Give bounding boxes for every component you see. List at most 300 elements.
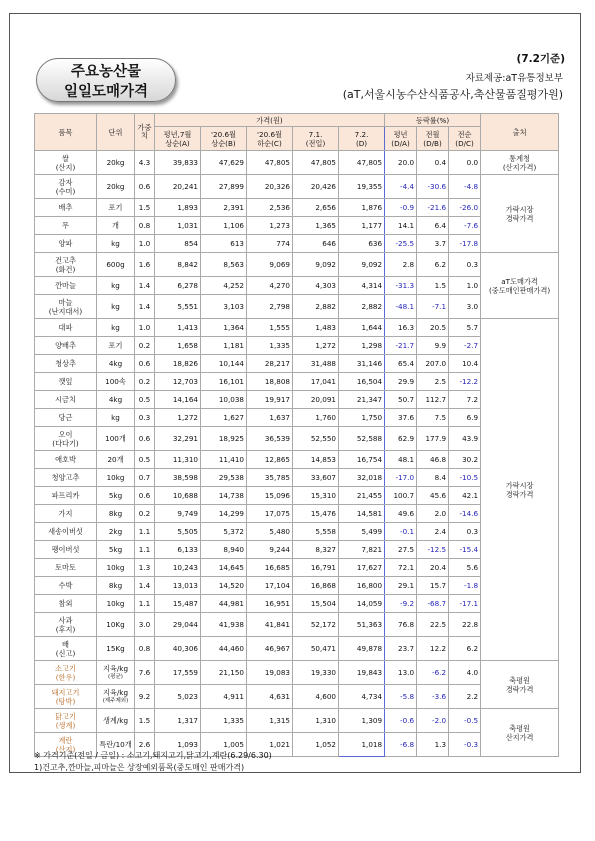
rate-a-cell: -25.5 (385, 235, 417, 253)
weight-cell: 0.6 (135, 355, 155, 373)
weight-cell: 1.0 (135, 235, 155, 253)
price-a-cell: 10,688 (155, 487, 201, 505)
price-c-cell: 18,808 (247, 373, 293, 391)
rate-b-cell: 207.0 (417, 355, 449, 373)
item-name-cell (35, 487, 97, 505)
header-unit: 단위 (97, 114, 135, 151)
price-prev-cell: 9,092 (293, 253, 339, 277)
item-name-cell (35, 709, 97, 733)
item-name-cell (35, 469, 97, 487)
price-a-cell: 29,044 (155, 613, 201, 637)
header-price-d: 7.2. (D) (339, 127, 385, 151)
price-table-body (35, 151, 559, 757)
rate-b-cell: 45.6 (417, 487, 449, 505)
unit: 특란/10개 (99, 740, 132, 749)
source-cell (481, 175, 559, 253)
unit: 개 (112, 221, 119, 230)
price-prev-cell: 52,550 (293, 427, 339, 451)
price-b-cell: 1,005 (201, 733, 247, 757)
rate-a-cell: 20.0 (385, 151, 417, 175)
unit-cell (97, 199, 135, 217)
table-row (35, 235, 559, 253)
unit-cell (97, 337, 135, 355)
rate-c-cell: 3.0 (449, 295, 481, 319)
item-name: 배 (62, 639, 69, 649)
price-c-cell: 9,069 (247, 253, 293, 277)
header-rate-b: 전월 (D/B) (417, 127, 449, 151)
item-subname: (산지) (55, 162, 76, 172)
weight-cell: 1.6 (135, 253, 155, 277)
item-name-cell (35, 337, 97, 355)
table-row (35, 451, 559, 469)
rate-a-cell: 100.7 (385, 487, 417, 505)
rate-b-cell: 6.2 (417, 253, 449, 277)
rate-c-cell: -12.2 (449, 373, 481, 391)
item-subname: (난지대서) (48, 306, 83, 316)
price-c-cell: 774 (247, 235, 293, 253)
unit-cell (97, 613, 135, 637)
price-c-cell: 9,244 (247, 541, 293, 559)
table-row (35, 337, 559, 355)
weight-cell: 0.2 (135, 373, 155, 391)
price-b-cell: 8,940 (201, 541, 247, 559)
item-name: 깻잎 (58, 377, 73, 386)
price-prev-cell: 1,272 (293, 337, 339, 355)
price-prev-cell: 47,805 (293, 151, 339, 175)
header-rate-c: 전순 (D/C) (449, 127, 481, 151)
unit: 8kg (108, 581, 123, 590)
weight-cell: 0.8 (135, 217, 155, 235)
source-cell (481, 151, 559, 175)
price-b-cell: 18,925 (201, 427, 247, 451)
item-name-cell (35, 559, 97, 577)
price-c-cell: 2,536 (247, 199, 293, 217)
price-b-cell: 4,252 (201, 277, 247, 295)
price-b-cell: 44,460 (201, 637, 247, 661)
rate-a-cell: 49.6 (385, 505, 417, 523)
table-row (35, 253, 559, 277)
item-subname: (한우) (55, 672, 76, 682)
unit: 100속 (105, 377, 126, 386)
rate-a-cell: -21.7 (385, 337, 417, 355)
unit: kg (111, 413, 120, 422)
unit-cell (97, 151, 135, 175)
unit-note: (평균) (108, 673, 123, 680)
rate-a-cell: 37.6 (385, 409, 417, 427)
item-name-cell (35, 199, 97, 217)
price-b-cell: 14,738 (201, 487, 247, 505)
unit-cell (97, 277, 135, 295)
price-prev-cell: 4,303 (293, 277, 339, 295)
item-name: 사과 (58, 615, 73, 625)
item-subname: (후지) (55, 624, 76, 634)
price-c-cell: 1,555 (247, 319, 293, 337)
rate-a-cell: -5.8 (385, 685, 417, 709)
price-b-cell: 14,299 (201, 505, 247, 523)
table-row (35, 661, 559, 685)
rate-c-cell: -17.1 (449, 595, 481, 613)
price-table (34, 113, 559, 757)
unit: 포기 (108, 341, 123, 350)
header-price-group: 가격(원) (155, 114, 385, 127)
item-name: 감자 (58, 177, 73, 187)
unit-cell (97, 373, 135, 391)
price-b-cell: 16,101 (201, 373, 247, 391)
table-row (35, 427, 559, 451)
price-a-cell: 18,826 (155, 355, 201, 373)
price-c-cell: 28,217 (247, 355, 293, 373)
table-row (35, 613, 559, 637)
item-name-cell (35, 295, 97, 319)
source-cell (481, 253, 559, 319)
rate-b-cell: 1.5 (417, 277, 449, 295)
table-row (35, 373, 559, 391)
source-name: 축평원 (509, 675, 530, 685)
rate-b-cell: 1.3 (417, 733, 449, 757)
item-name: 건고추 (55, 255, 76, 265)
rate-a-cell: 65.4 (385, 355, 417, 373)
item-name: 새송이버섯 (48, 527, 83, 536)
price-a-cell: 14,164 (155, 391, 201, 409)
rate-a-cell: -9.2 (385, 595, 417, 613)
item-name: 청양고추 (51, 473, 80, 482)
price-prev-cell: 50,471 (293, 637, 339, 661)
rate-a-cell: 72.1 (385, 559, 417, 577)
item-name-cell (35, 409, 97, 427)
rate-c-cell: 6.2 (449, 637, 481, 661)
price-a-cell: 1,893 (155, 199, 201, 217)
price-d-cell: 1,298 (339, 337, 385, 355)
item-name: 무 (62, 221, 69, 230)
rate-a-cell: -6.8 (385, 733, 417, 757)
weight-cell: 0.2 (135, 337, 155, 355)
table-row (35, 409, 559, 427)
unit-cell (97, 487, 135, 505)
unit: 4kg (108, 395, 123, 404)
rate-c-cell: -1.8 (449, 577, 481, 595)
source-type: (중도매인판매가격) (489, 285, 551, 295)
unit: 4kg (108, 359, 123, 368)
price-prev-cell: 2,882 (293, 295, 339, 319)
item-name: 수박 (58, 581, 73, 590)
item-name: 닭고기 (55, 711, 76, 721)
price-b-cell: 1,364 (201, 319, 247, 337)
price-b-cell: 10,144 (201, 355, 247, 373)
price-prev-cell: 15,504 (293, 595, 339, 613)
source-name: 가락시장 (505, 480, 534, 490)
price-d-cell: 14,581 (339, 505, 385, 523)
unit: 2kg (108, 527, 123, 536)
header-item: 품목 (35, 114, 97, 151)
unit-cell (97, 391, 135, 409)
rate-a-cell: 13.0 (385, 661, 417, 685)
price-prev-cell: 16,868 (293, 577, 339, 595)
table-row (35, 391, 559, 409)
unit-cell (97, 559, 135, 577)
price-b-cell: 14,645 (201, 559, 247, 577)
unit: 10kg (106, 563, 125, 572)
table-row (35, 559, 559, 577)
price-a-cell: 10,243 (155, 559, 201, 577)
rate-b-cell: 177.9 (417, 427, 449, 451)
table-row (35, 637, 559, 661)
price-prev-cell: 14,853 (293, 451, 339, 469)
unit-cell (97, 595, 135, 613)
price-a-cell: 1,413 (155, 319, 201, 337)
unit: 지육/kg (102, 663, 129, 673)
price-b-cell: 613 (201, 235, 247, 253)
table-row (35, 685, 559, 709)
source-name: 가락시장 (505, 204, 534, 214)
table-row (35, 577, 559, 595)
rate-a-cell: -0.6 (385, 709, 417, 733)
price-a-cell: 17,559 (155, 661, 201, 685)
price-prev-cell: 4,600 (293, 685, 339, 709)
weight-cell: 1.0 (135, 319, 155, 337)
rate-c-cell: -0.5 (449, 709, 481, 733)
price-prev-cell: 31,488 (293, 355, 339, 373)
unit-cell (97, 235, 135, 253)
price-d-cell: 51,363 (339, 613, 385, 637)
rate-a-cell: 29.1 (385, 577, 417, 595)
item-subname: (산지) (55, 744, 76, 754)
price-d-cell: 17,627 (339, 559, 385, 577)
unit: 20개 (107, 455, 124, 464)
rate-a-cell: -48.1 (385, 295, 417, 319)
rate-c-cell: 43.9 (449, 427, 481, 451)
source-cell (481, 319, 559, 661)
item-name: 배추 (58, 203, 73, 212)
price-c-cell: 1,021 (247, 733, 293, 757)
rate-b-cell: -30.6 (417, 175, 449, 199)
weight-cell: 1.5 (135, 199, 155, 217)
table-row (35, 217, 559, 235)
price-d-cell: 19,843 (339, 661, 385, 685)
price-a-cell: 6,278 (155, 277, 201, 295)
price-d-cell: 49,878 (339, 637, 385, 661)
source-type: 산지가격 (505, 732, 534, 742)
price-a-cell: 5,551 (155, 295, 201, 319)
price-c-cell: 19,917 (247, 391, 293, 409)
price-c-cell: 4,270 (247, 277, 293, 295)
item-name-cell (35, 451, 97, 469)
price-prev-cell: 15,310 (293, 487, 339, 505)
rate-c-cell: -10.5 (449, 469, 481, 487)
price-d-cell: 52,588 (339, 427, 385, 451)
table-row (35, 469, 559, 487)
rate-c-cell: 7.2 (449, 391, 481, 409)
price-b-cell: 3,103 (201, 295, 247, 319)
price-a-cell: 6,133 (155, 541, 201, 559)
price-prev-cell: 19,330 (293, 661, 339, 685)
item-name-cell (35, 253, 97, 277)
price-b-cell: 27,899 (201, 175, 247, 199)
rate-b-cell: 2.4 (417, 523, 449, 541)
price-a-cell: 20,241 (155, 175, 201, 199)
unit: 생계/kg (102, 716, 129, 725)
rate-a-cell: 62.9 (385, 427, 417, 451)
rate-b-cell: -12.5 (417, 541, 449, 559)
unit: 10kg (106, 473, 125, 482)
unit: 600g (106, 260, 125, 269)
unit: 100개 (105, 434, 126, 443)
item-name-cell (35, 175, 97, 199)
price-d-cell: 1,309 (339, 709, 385, 733)
unit: kg (111, 323, 120, 332)
item-name: 파프리카 (51, 491, 80, 500)
price-prev-cell: 1,760 (293, 409, 339, 427)
header-rate-a: 평년 (D/A) (385, 127, 417, 151)
item-name-cell (35, 523, 97, 541)
price-prev-cell: 17,041 (293, 373, 339, 391)
price-prev-cell: 1,052 (293, 733, 339, 757)
rate-b-cell: -6.2 (417, 661, 449, 685)
price-prev-cell: 5,558 (293, 523, 339, 541)
unit-cell (97, 355, 135, 373)
price-b-cell: 5,372 (201, 523, 247, 541)
rate-b-cell: 20.5 (417, 319, 449, 337)
price-c-cell: 41,841 (247, 613, 293, 637)
price-c-cell: 1,335 (247, 337, 293, 355)
weight-cell: 4.3 (135, 151, 155, 175)
price-c-cell: 17,104 (247, 577, 293, 595)
rate-c-cell: -0.3 (449, 733, 481, 757)
unit: 8kg (108, 509, 123, 518)
source-type: 경락가격 (505, 684, 534, 694)
price-a-cell: 1,093 (155, 733, 201, 757)
unit: 10kg (106, 599, 125, 608)
table-row (35, 355, 559, 373)
item-subname: (탕박) (55, 696, 76, 706)
weight-cell: 0.5 (135, 391, 155, 409)
rate-c-cell: 22.8 (449, 613, 481, 637)
item-name-cell (35, 661, 97, 685)
rate-c-cell: 10.4 (449, 355, 481, 373)
rate-a-cell: 14.1 (385, 217, 417, 235)
item-name-cell (35, 427, 97, 451)
source-name: 통계청 (509, 153, 530, 163)
price-b-cell: 1,627 (201, 409, 247, 427)
price-d-cell: 1,750 (339, 409, 385, 427)
weight-cell: 1.5 (135, 709, 155, 733)
weight-cell: 9.2 (135, 685, 155, 709)
unit: kg (111, 302, 120, 311)
rate-b-cell: 9.9 (417, 337, 449, 355)
item-name-cell (35, 373, 97, 391)
item-name: 가지 (58, 509, 73, 518)
item-name-cell (35, 235, 97, 253)
title-badge (36, 58, 176, 102)
rate-c-cell: -14.6 (449, 505, 481, 523)
item-name-cell (35, 505, 97, 523)
weight-cell: 1.1 (135, 523, 155, 541)
unit-cell (97, 175, 135, 199)
price-prev-cell: 20,091 (293, 391, 339, 409)
rate-a-cell: 2.8 (385, 253, 417, 277)
price-a-cell: 15,487 (155, 595, 201, 613)
table-row (35, 487, 559, 505)
item-name: 계란 (58, 735, 73, 745)
item-name: 쌀 (62, 153, 69, 163)
unit: 포기 (108, 203, 123, 212)
rate-c-cell: 42.1 (449, 487, 481, 505)
weight-cell: 0.5 (135, 451, 155, 469)
item-name: 팽이버섯 (51, 545, 80, 554)
source-type: 경락가격 (505, 213, 534, 223)
rate-c-cell: -4.8 (449, 175, 481, 199)
price-c-cell: 17,075 (247, 505, 293, 523)
price-c-cell: 36,539 (247, 427, 293, 451)
item-name-cell (35, 217, 97, 235)
unit: 20kg (106, 158, 125, 167)
table-row (35, 595, 559, 613)
price-c-cell: 4,631 (247, 685, 293, 709)
header-price-prev: 7.1. (전일) (293, 127, 339, 151)
unit-cell (97, 505, 135, 523)
weight-cell: 3.0 (135, 613, 155, 637)
item-subname: (수미) (55, 186, 76, 196)
price-a-cell: 5,023 (155, 685, 201, 709)
weight-cell: 0.8 (135, 637, 155, 661)
price-a-cell: 1,272 (155, 409, 201, 427)
price-d-cell: 31,146 (339, 355, 385, 373)
table-row (35, 523, 559, 541)
weight-cell: 1.1 (135, 595, 155, 613)
price-b-cell: 21,150 (201, 661, 247, 685)
item-name: 당근 (58, 413, 73, 422)
item-subname: (신고) (55, 648, 76, 658)
rate-a-cell: -0.9 (385, 199, 417, 217)
item-name: 마늘 (58, 297, 73, 307)
price-a-cell: 12,703 (155, 373, 201, 391)
item-name-cell (35, 685, 97, 709)
price-d-cell: 4,734 (339, 685, 385, 709)
rate-b-cell: 112.7 (417, 391, 449, 409)
price-c-cell: 20,326 (247, 175, 293, 199)
price-prev-cell: 33,607 (293, 469, 339, 487)
unit-cell (97, 253, 135, 277)
item-subname: (화건) (55, 264, 76, 274)
item-name: 돼지고기 (51, 687, 80, 697)
item-name-cell (35, 151, 97, 175)
rate-c-cell: -2.7 (449, 337, 481, 355)
table-row (35, 319, 559, 337)
unit-cell (97, 709, 135, 733)
price-prev-cell: 2,656 (293, 199, 339, 217)
price-d-cell: 16,800 (339, 577, 385, 595)
price-d-cell: 7,821 (339, 541, 385, 559)
price-a-cell: 9,749 (155, 505, 201, 523)
price-d-cell: 32,018 (339, 469, 385, 487)
item-name-cell (35, 595, 97, 613)
price-prev-cell: 16,791 (293, 559, 339, 577)
price-c-cell: 1,637 (247, 409, 293, 427)
item-name: 대파 (58, 323, 73, 332)
price-b-cell: 1,181 (201, 337, 247, 355)
price-prev-cell: 1,483 (293, 319, 339, 337)
price-c-cell: 15,096 (247, 487, 293, 505)
price-d-cell: 2,882 (339, 295, 385, 319)
unit: 지육/kg (102, 687, 129, 697)
price-d-cell: 1,018 (339, 733, 385, 757)
item-name: 청상추 (55, 359, 76, 368)
source-cell (481, 661, 559, 709)
rate-a-cell: 16.3 (385, 319, 417, 337)
footnotes (34, 750, 272, 774)
price-a-cell: 1,658 (155, 337, 201, 355)
item-name-cell (35, 637, 97, 661)
unit: kg (111, 239, 120, 248)
